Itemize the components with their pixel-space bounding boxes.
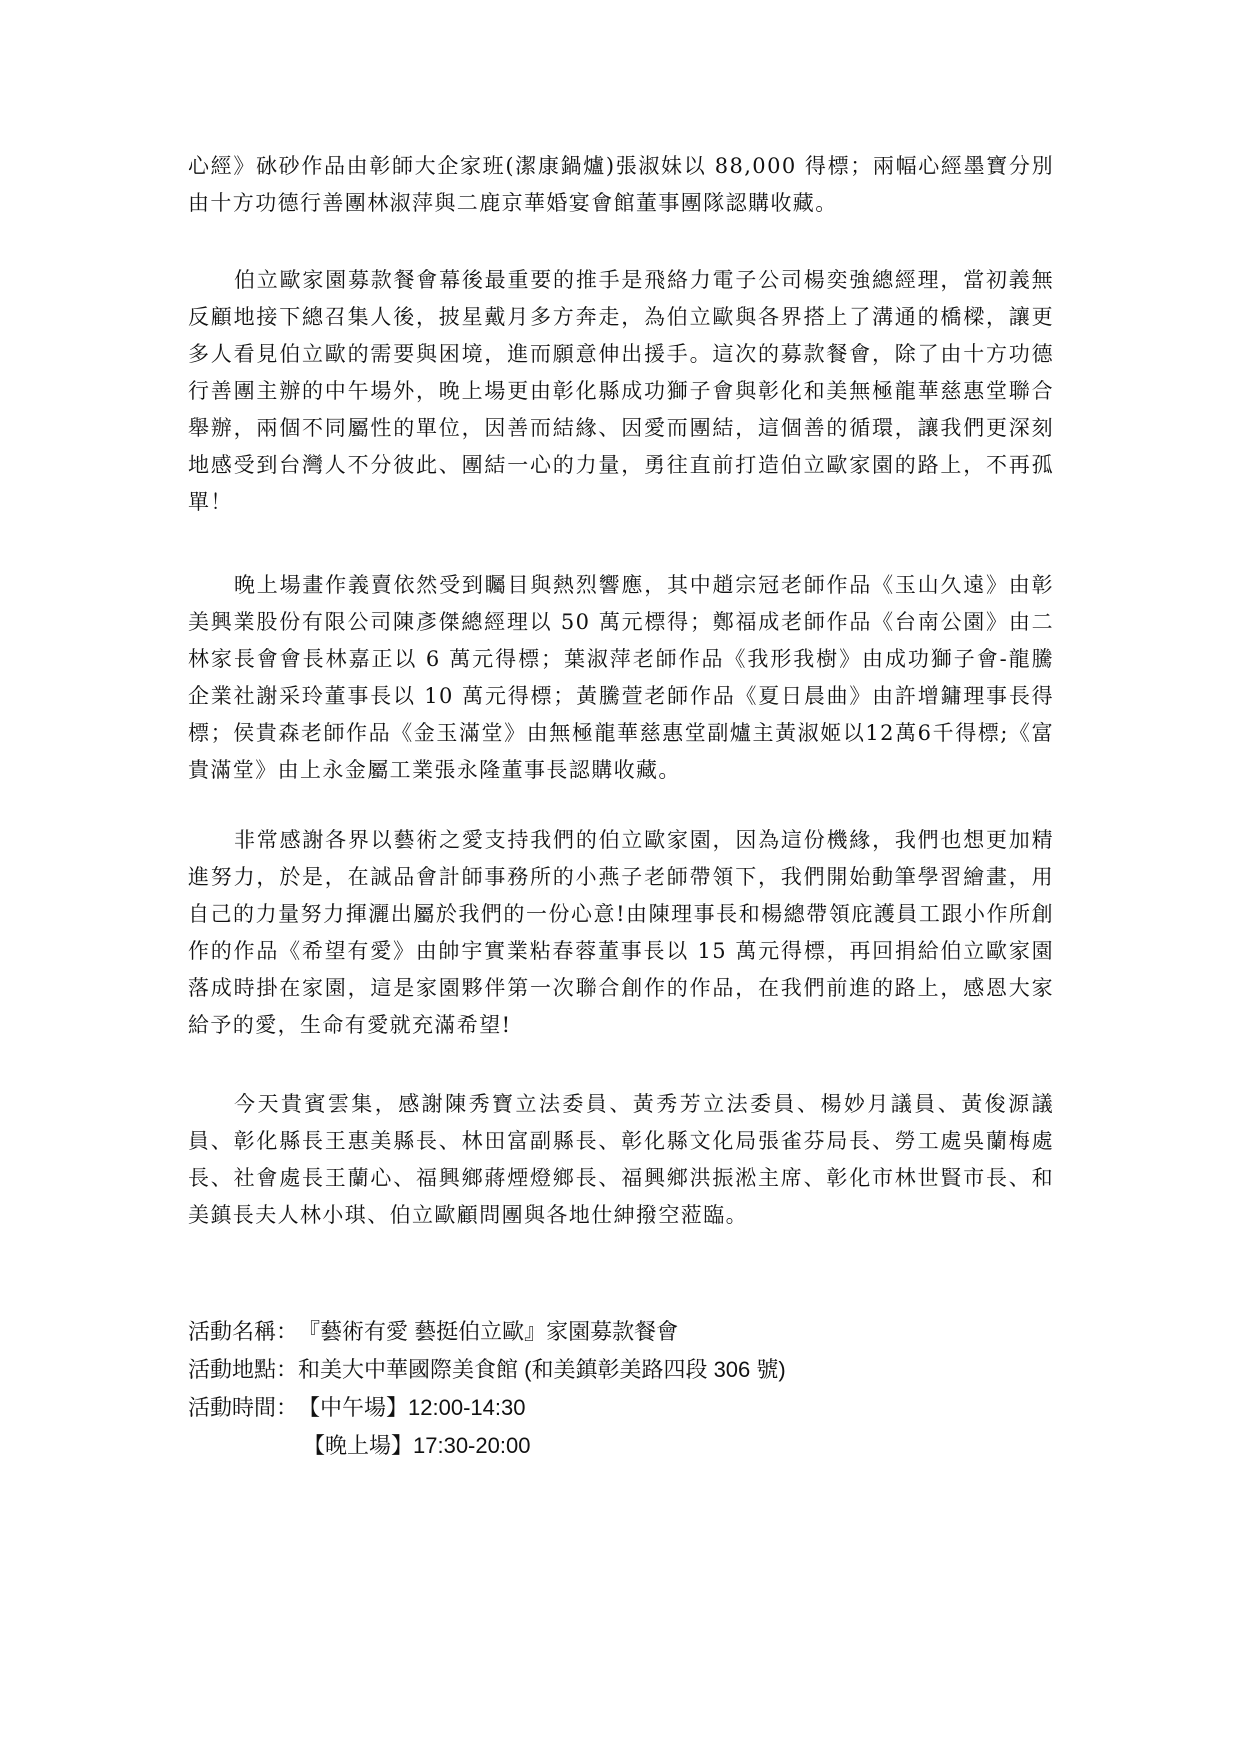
- paragraph-joint-artwork: 非常感謝各界以藝術之愛支持我們的伯立歐家園，因為這份機緣，我們也想更加精進努力，於是，在誠品會計師事務所的小燕子老師帶領下，我們開始動筆學習繪畫，用自己的力量努力揮灑出屬於我們的一份心意!由陳理事長和楊總帶領庇護員工跟小作所創作的作品《希望有愛》由帥宇實業粘春蓉董事長以 15 萬元得標，再回捐給伯立歐家園落成時掛在家園，這是家園夥伴第一次聯合創作的作品，在我們前進的路上，感恩大家給予的愛，生命有愛就充滿希望!: [188, 828, 1054, 1037]
- event-name-row: [188, 1313, 1048, 1351]
- event-time-label: 活動時間：: [188, 1395, 299, 1420]
- paragraph-organizer-thanks: 伯立歐家園募款餐會幕後最重要的推手是飛絡力電子公司楊奕強總經理，當初義無反顧地接下總召集人後，披星戴月多方奔走，為伯立歐與各界搭上了溝通的橋樑，讓更多人看見伯立歐的需要與困境，進而願意伸出援手。這次的募款餐會，除了由十方功德行善團主辦的中午場外，晚上場更由彰化縣成功獅子會與彰化和美無極龍華慈惠堂聯合舉辦，兩個不同屬性的單位，因善而結緣、因愛而團結，這個善的循環，讓我們更深刻地感受到台灣人不分彼此、團結一心的力量，勇往直前打造伯立歐家園的路上，不再孤單！: [188, 268, 1054, 514]
- paragraph-vip-guests: 今天貴賓雲集，感謝陳秀寶立法委員、黃秀芳立法委員、楊妙月議員、黃俊源議員、彰化縣長王惠美縣長、林田富副縣長、彰化縣文化局張雀芬局長、勞工處吳蘭梅處長、社會處長王蘭心、福興鄉蔣煙燈鄉長、福興鄉洪振淞主席、彰化市林世賢市長、和美鎮長夫人林小琪、伯立歐顧問團與各地仕紳撥空蒞臨。: [188, 1092, 1054, 1227]
- event-name-label: 活動名稱：: [188, 1319, 299, 1344]
- event-place-row: [188, 1351, 1048, 1389]
- event-time-row: [188, 1389, 1048, 1427]
- event-time-evening-row: [188, 1427, 1048, 1465]
- event-place-label: 活動地點：: [188, 1357, 299, 1382]
- event-place-value: 和美大中華國際美食館 (和美鎮彰美路四段 306 號): [298, 1357, 786, 1382]
- event-time-noon: 【中午場】12:00-14:30: [298, 1395, 526, 1420]
- paragraph-evening-auction: 晚上場畫作義賣依然受到矚目與熱烈響應，其中趙宗冠老師作品《玉山久遠》由彰美興業股份有限公司陳彥傑總經理以 50 萬元標得；鄭福成老師作品《台南公園》由二林家長會會長林嘉正以 6 萬元得標；葉淑萍老師作品《我形我樹》由成功獅子會-龍騰企業社謝采玲董事長以 10 萬元得標；黃騰萱老師作品《夏日晨曲》由許增鏞理事長得標；侯貴森老師作品《金玉滿堂》由無極龍華慈惠堂副爐主黃淑姬以12萬6千得標;《富貴滿堂》由上永金屬工業張永隆董事長認購收藏。: [188, 573, 1054, 782]
- event-time-evening: 【晚上場】17:30-20:00: [303, 1433, 531, 1458]
- event-info-block: [188, 1313, 1048, 1465]
- event-name-value: 『藝術有愛 藝挺伯立歐』家園募款餐會: [298, 1319, 679, 1344]
- paragraph-calligraphy-auction: 心經》砅砂作品由彰師大企家班(潔康鍋爐)張淑妹以 88,000 得標；兩幅心經墨寶分別由十方功德行善團林淑萍與二鹿京華婚宴會館董事團隊認購收藏。: [188, 154, 1054, 215]
